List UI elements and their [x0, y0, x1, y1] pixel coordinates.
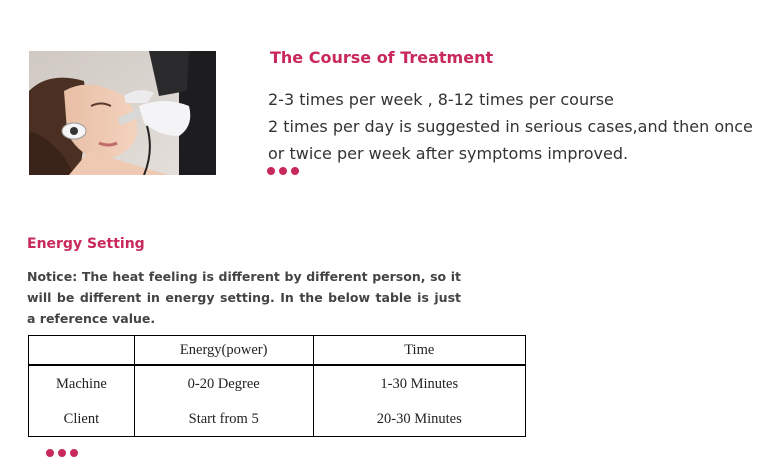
treatment-line: 2-3 times per week , 8-12 times per course	[268, 90, 614, 109]
energy-title: Energy Setting	[27, 236, 145, 252]
treatment-title: The Course of Treatment	[270, 48, 494, 67]
table-cell: 20-30 Minutes	[313, 403, 525, 437]
dot-icon	[70, 449, 78, 457]
table-header-row	[29, 336, 526, 366]
table-row	[29, 365, 526, 403]
dot-icon	[291, 167, 299, 175]
energy-table	[28, 335, 526, 437]
table-cell: 1-30 Minutes	[313, 365, 525, 403]
table-cell: Machine	[29, 365, 135, 403]
decorative-dots	[46, 449, 78, 457]
treatment-photo-illustration	[29, 51, 216, 175]
energy-notice: Notice: The heat feeling is different by different person, so it will be different in energy setting. In the below table is just a reference value.	[27, 269, 461, 326]
dot-icon	[58, 449, 66, 457]
treatment-description	[268, 86, 753, 167]
dot-icon	[46, 449, 54, 457]
table-header-cell	[29, 336, 135, 366]
treatment-photo	[29, 51, 216, 175]
table-header-cell: Time	[313, 336, 525, 366]
dot-icon	[267, 167, 275, 175]
table-row	[29, 403, 526, 437]
treatment-line: 2 times per day is suggested in serious cases,and then once	[268, 117, 753, 136]
table-header-cell: Energy(power)	[134, 336, 313, 366]
table-cell: Client	[29, 403, 135, 437]
decorative-dots	[267, 167, 299, 175]
treatment-line: or twice per week after symptoms improved.	[268, 144, 629, 163]
table-cell: 0-20 Degree	[134, 365, 313, 403]
table-cell: Start from 5	[134, 403, 313, 437]
dot-icon	[279, 167, 287, 175]
